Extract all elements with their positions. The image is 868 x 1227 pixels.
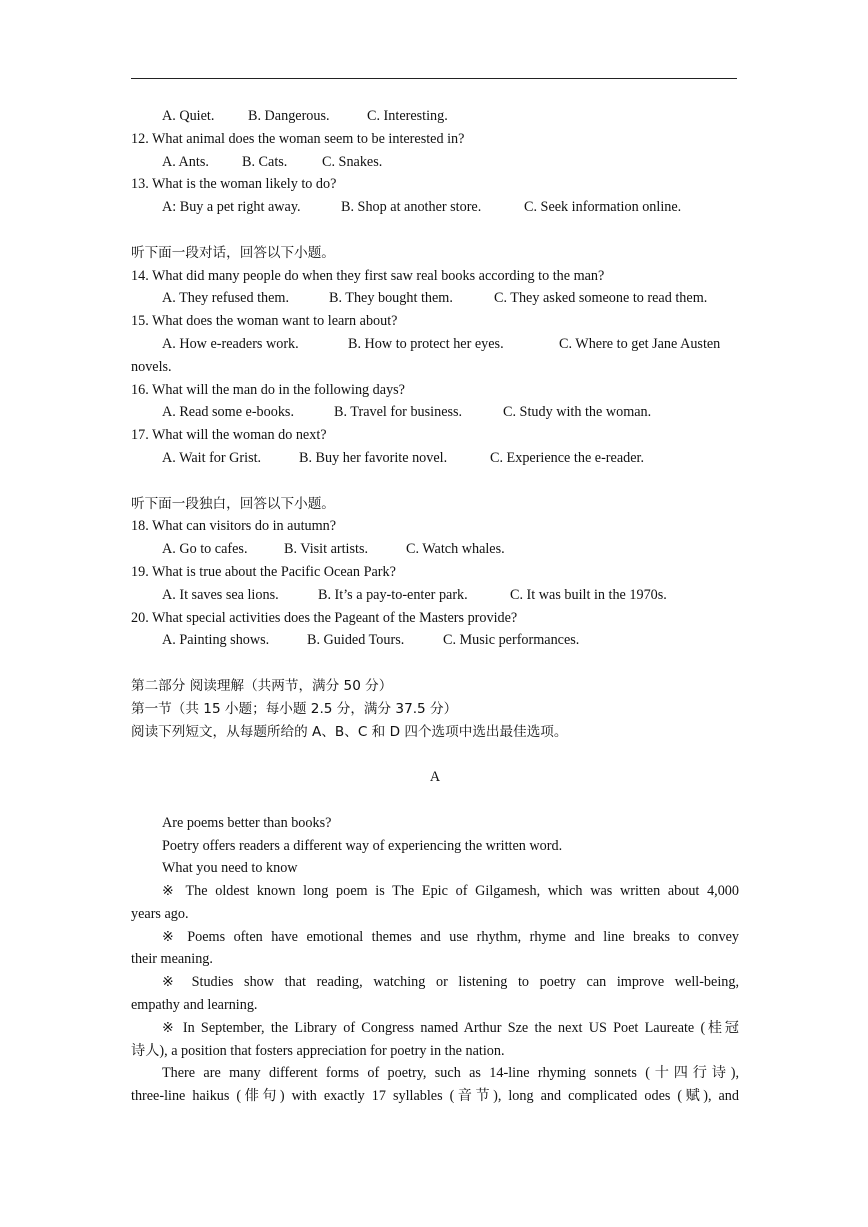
option-b: B. Visit artists.: [284, 541, 369, 558]
passage-bullet-line: ※ Poems often have emotional themes and use rhythm, rhyme and line breaks to convey: [162, 928, 739, 945]
q16-options: [131, 401, 739, 424]
q20-question: 20. What special activities does the Pageant of the Masters provide?: [131, 609, 518, 626]
q20-options: [131, 629, 739, 652]
q13-question: 13. What is the woman likely to do?: [131, 176, 337, 193]
passage-line: Are poems better than books?: [162, 814, 332, 831]
q15-option-wrap: novels.: [131, 358, 172, 375]
q19-options: [131, 584, 739, 607]
option-b: B. Cats.: [242, 153, 288, 170]
option-a: A. It saves sea lions.: [162, 586, 279, 603]
passage-bullet-line: 诗人), a position that fosters appreciation for poetry in the nation.: [131, 1042, 505, 1059]
passage-paragraph-line: three-line haikus (俳句) with exactly 17 syllables (音节), long and complicated odes (赋), and: [131, 1088, 739, 1105]
option-b: B. Guided Tours.: [307, 632, 405, 649]
option-c: C. Interesting.: [367, 108, 448, 124]
q12-options: [131, 151, 739, 174]
spacer: [131, 652, 739, 675]
q15-options: [131, 333, 739, 356]
passage-bullet-line: ※ Studies show that reading, watching or listening to poetry can improve well-being,: [162, 974, 739, 991]
option-c: C. Experience the e-reader.: [490, 449, 645, 466]
option-c: C. Music performances.: [443, 632, 580, 649]
option-b: B. It’s a pay-to-enter park.: [318, 586, 468, 603]
q13-options: [131, 196, 739, 219]
passage-line: Poetry offers readers a different way of experiencing the written word.: [162, 837, 563, 854]
q12-question: 12. What animal does the woman seem to be interested in?: [131, 130, 465, 147]
section-dialogue-heading: 听下面一段对话，回答以下小题。: [131, 244, 335, 261]
passage-bullet-line: empathy and learning.: [131, 997, 258, 1014]
passage-paragraph-line: There are many different forms of poetry, such as 14-line rhyming sonnets (十四行诗),: [162, 1065, 739, 1082]
passage-letter: A: [429, 769, 441, 786]
option-c: C. Watch whales.: [406, 541, 505, 558]
spacer: [131, 219, 739, 242]
option-b: B. Travel for business.: [334, 404, 463, 421]
passage-line: What you need to know: [162, 860, 298, 877]
option-c: C. Snakes.: [322, 153, 383, 170]
option-b: B. They bought them.: [329, 290, 453, 307]
passage-bullet-line: ※ The oldest known long poem is The Epic of Gilgamesh, which was written about 4,000: [162, 883, 739, 900]
option-c: C. It was built in the 1970s.: [510, 586, 667, 603]
option-c: C. Study with the woman.: [503, 404, 652, 421]
q15-question: 15. What does the woman want to learn about?: [131, 313, 398, 330]
option-a: A. Wait for Grist.: [162, 449, 262, 466]
passage-bullet-line: ※ In September, the Library of Congress named Arthur Sze the next US Poet Laureate (桂冠: [162, 1019, 739, 1036]
option-c: C. Seek information online.: [524, 199, 682, 216]
q17-options: [131, 447, 739, 470]
part-two-title: 第二部分 阅读理解（共两节，满分 50 分）: [131, 677, 393, 694]
passage-bullet-line: years ago.: [131, 905, 189, 922]
reading-instructions: 阅读下列短文，从每题所给的 A、B、C 和 D 四个选项中选出最佳选项。: [131, 723, 568, 740]
header-rule: [131, 78, 737, 79]
option-a: A. Ants.: [162, 153, 209, 170]
option-b: B. Shop at another store.: [341, 199, 482, 216]
option-a: A. Quiet.: [162, 108, 215, 124]
q18-options: [131, 538, 739, 561]
section-one-title: 第一节（共 15 小题；每小题 2.5 分，满分 37.5 分）: [131, 700, 458, 717]
q14-question: 14. What did many people do when they first saw real books according to the man?: [131, 267, 605, 284]
option-b: B. Dangerous.: [248, 108, 330, 124]
option-a: A. How e-readers work.: [162, 335, 299, 352]
option-b: B. Buy her favorite novel.: [299, 449, 448, 466]
option-c: C. Where to get Jane Austen: [559, 335, 721, 352]
section-monologue-heading: 听下面一段独白，回答以下小题。: [131, 495, 335, 512]
spacer: [131, 470, 739, 493]
option-b: B. How to protect her eyes.: [348, 335, 504, 352]
q18-question: 18. What can visitors do in autumn?: [131, 518, 337, 535]
option-a: A. They refused them.: [162, 290, 289, 307]
q11-options: [131, 105, 739, 128]
q14-options: [131, 287, 739, 310]
option-a: A. Painting shows.: [162, 632, 270, 649]
option-c: C. They asked someone to read them.: [494, 290, 708, 307]
option-a: A: Buy a pet right away.: [162, 199, 301, 216]
passage-bullet-line: their meaning.: [131, 951, 213, 968]
exam-page: [131, 105, 739, 1108]
q17-question: 17. What will the woman do next?: [131, 427, 327, 444]
q16-question: 16. What will the man do in the following days?: [131, 381, 405, 398]
option-a: A. Go to cafes.: [162, 541, 248, 558]
spacer: [131, 743, 739, 766]
spacer: [131, 789, 739, 812]
option-a: A. Read some e-books.: [162, 404, 294, 421]
q19-question: 19. What is true about the Pacific Ocean Park?: [131, 563, 396, 580]
